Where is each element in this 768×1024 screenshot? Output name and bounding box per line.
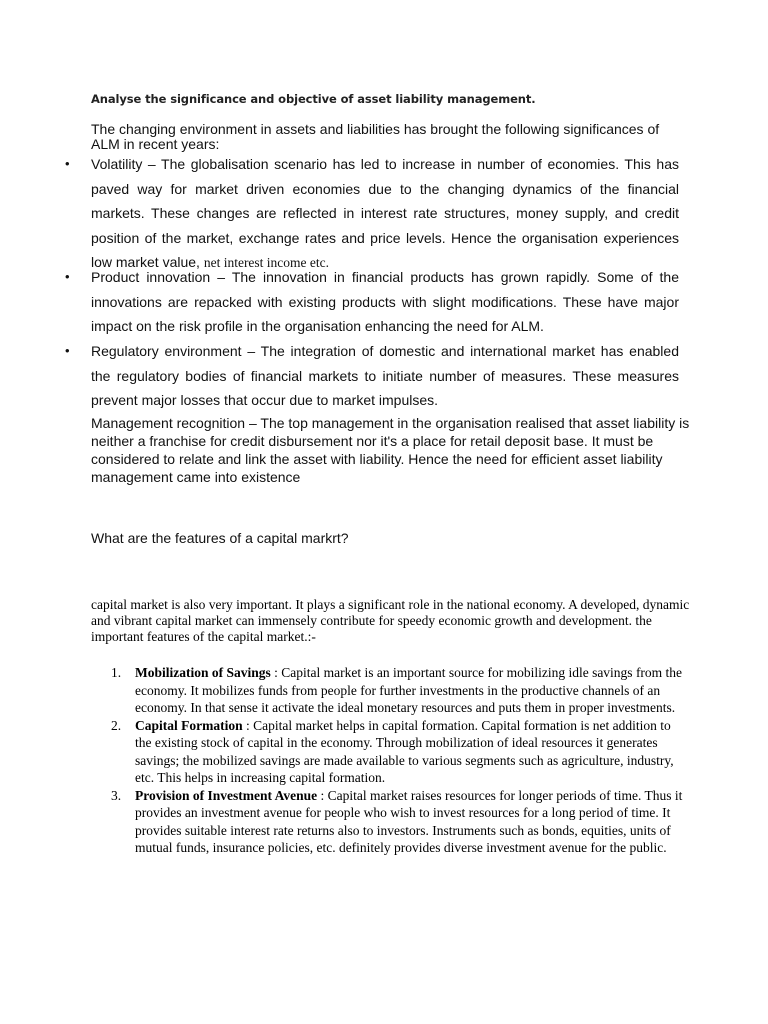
feature-text: : Capital market is an important source for mobilizing idle savings from the economy. It mobilizes funds from people for further investments in the productive channels of an economy. In that sense it activate the ideal monetary resources and puts them in proper investments. <box>135 665 683 715</box>
feature-title: Capital Formation <box>135 717 243 733</box>
intro-paragraph: The changing environment in assets and liabilities has brought the following significances of ALM in recent years: <box>91 121 660 152</box>
bullet-item-product-innovation <box>65 265 679 339</box>
capital-market-intro-paragraph: capital market is also very important. It plays a significant role in the national economy. A developed, dynamic and vibrant capital market can immensely contribute for speedy economic growth and development. the important features of the capital market.:- <box>91 597 690 644</box>
bullet-text-tail: net interest income etc. <box>203 255 330 270</box>
list-item <box>91 717 685 787</box>
list-item <box>91 664 685 717</box>
bullet-dot-icon: • <box>65 156 70 171</box>
features-list <box>91 664 685 857</box>
question-heading-capital-market: What are the features of a capital markrt? <box>91 530 349 546</box>
management-recognition-paragraph: Management recognition – The top management in the organisation realised that asset liability is neither a franchise for credit disbursement nor it's a place for retail deposit base. It must be considered to relate and link the asset with liability. Hence the need for efficient asset liability management came into existence <box>91 415 690 485</box>
feature-title: Provision of Investment Avenue <box>135 787 318 803</box>
bullet-item-volatility <box>65 152 679 276</box>
feature-text: : Capital market helps in capital formation. Capital formation is net addition to the existing stock of capital in the economy. Through mobilization of ideal resources it generates savings; the mobilized savings are made available to various segments such as agriculture, industry, etc. This helps in increasing capital formation. <box>135 717 674 785</box>
list-number: 1. <box>111 665 122 680</box>
bullet-item-regulatory-environment <box>65 339 679 413</box>
feature-title: Mobilization of Savings <box>135 665 271 680</box>
bullet-dot-icon: • <box>65 269 70 284</box>
list-item <box>91 787 685 857</box>
bullet-text: Regulatory environment – The integration of domestic and international market has enabled the regulatory bodies of financial markets to initiate number of measures. These measures prevent major losses that occur due to market impulses. <box>91 343 679 408</box>
list-number: 2. <box>111 717 122 733</box>
list-number: 3. <box>111 787 122 803</box>
bullet-text: Product innovation – The innovation in financial products has grown rapidly. Some of the innovations are repacked with existing products with slight modifications. These have major impact on the risk profile in the organisation enhancing the need for ALM. <box>91 269 679 334</box>
bullet-dot-icon: • <box>65 343 70 358</box>
feature-text: : Capital market raises resources for longer periods of time. Thus it provides an investment avenue for people who wish to invest resources for a long period of time. It provides suitable interest rate returns also to investors. Instruments such as bonds, equities, units of mutual funds, insurance policies, etc. definitely provides diverse investment avenue for the public. <box>135 787 683 855</box>
question-heading-alm: Analyse the significance and objective of asset liability management. <box>91 92 536 106</box>
bullet-text: Volatility – The globalisation scenario has led to increase in number of economies. This has paved way for market driven economies due to the changing dynamics of the financial markets. These changes are reflected in interest rate structures, money supply, and credit position of the market, exchange rates and price levels. Hence the organisation experiences low market value, <box>91 156 679 270</box>
